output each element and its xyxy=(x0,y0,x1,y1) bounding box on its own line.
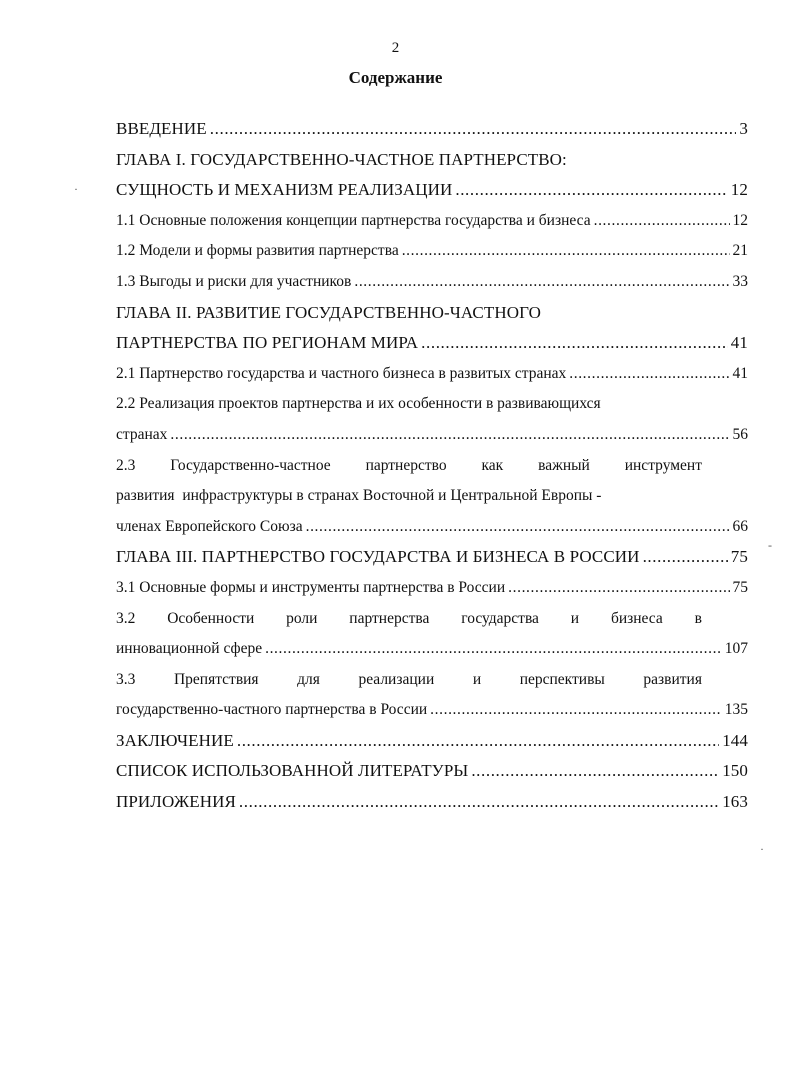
toc-entry-references xyxy=(116,756,748,787)
toc-page-number: 12 xyxy=(732,211,748,229)
dot-leader xyxy=(237,726,719,757)
toc-entry-text: ПРИЛОЖЕНИЯ xyxy=(116,792,236,812)
toc-word: перспективы xyxy=(519,670,605,688)
dot-leader xyxy=(210,114,737,145)
toc-word: и xyxy=(570,609,580,627)
toc-word: 3.2 xyxy=(116,609,136,627)
dot-leader xyxy=(354,267,729,298)
toc-page-number: 56 xyxy=(732,425,748,443)
toc-entry-section-1-3 xyxy=(116,267,748,298)
toc-word: реализации xyxy=(358,670,435,688)
toc-entry-text: 3.1 Основные формы и инструменты партнерства в России xyxy=(116,578,506,596)
toc-entry-text: ЗАКЛЮЧЕНИЕ xyxy=(116,730,234,750)
dot-leader xyxy=(594,206,730,237)
toc-entry-chapter-2-line-1 xyxy=(116,298,748,329)
toc-entry-intro xyxy=(116,114,748,145)
toc-page-number: 75 xyxy=(730,547,748,567)
dot-leader xyxy=(471,756,719,787)
toc-page-number: 33 xyxy=(732,272,748,290)
toc-word: бизнеса xyxy=(610,609,663,627)
toc-entry-section-2-2-line-2 xyxy=(116,420,748,451)
toc-page-number: 163 xyxy=(722,792,748,812)
toc-entry-text: СПИСОК ИСПОЛЬЗОВАННОЙ ЛИТЕРАТУРЫ xyxy=(116,761,469,781)
toc-entry-section-3-1 xyxy=(116,573,748,604)
scan-speck: · xyxy=(760,842,764,856)
toc-entry-text: государственно-частного партнерства в России xyxy=(116,701,428,719)
toc-entry-section-2-3-line-3 xyxy=(116,512,748,543)
toc-word: партнерство xyxy=(365,456,447,474)
toc-entry-text: 1.2 Модели и формы развития партнерства xyxy=(116,242,399,260)
toc-entry-text: членах Европейского Союза xyxy=(116,517,303,535)
toc-entry-chapter-1-line-1 xyxy=(116,145,748,176)
toc-entry-text: странах xyxy=(116,425,168,443)
toc-entry-section-1-2 xyxy=(116,236,748,267)
dot-leader xyxy=(508,573,729,604)
toc-word: партнерства xyxy=(349,609,430,627)
toc-entry-text: ГЛАВА I. ГОСУДАРСТВЕННО-ЧАСТНОЕ ПАРТНЕРСТВО: xyxy=(116,149,567,169)
toc-entry-text: развития инфраструктуры в странах Восточной и Центральной Европы - xyxy=(116,487,602,505)
toc-word: 2.3 xyxy=(116,456,136,474)
toc-word: Препятствия xyxy=(173,670,259,688)
page-number: 2 xyxy=(391,40,400,56)
page-title: Содержание xyxy=(348,68,443,87)
toc-entry-conclusion xyxy=(116,726,748,757)
dot-leader xyxy=(421,328,728,359)
toc-word: роли xyxy=(286,609,318,627)
dot-leader xyxy=(239,787,719,818)
toc-entry-text: 1.3 Выгоды и риски для участников xyxy=(116,272,352,290)
toc-word: для xyxy=(297,670,320,688)
dot-leader xyxy=(569,359,729,390)
toc-entry-text: ГЛАВА II. РАЗВИТИЕ ГОСУДАРСТВЕННО-ЧАСТНОГО xyxy=(116,302,541,322)
toc-entry-section-3-3-line-2 xyxy=(116,695,748,726)
toc-entry-section-1-1 xyxy=(116,206,748,237)
scan-speck: - xyxy=(768,538,772,552)
dot-leader xyxy=(402,236,730,267)
toc-entry-section-3-2-line-1 xyxy=(116,604,702,635)
toc-word: важный xyxy=(538,456,590,474)
toc-entry-text: ГЛАВА III. ПАРТНЕРСТВО ГОСУДАРСТВА И БИЗНЕСА В РОССИИ xyxy=(116,547,640,567)
dot-leader xyxy=(265,634,722,665)
toc-page-number: 41 xyxy=(730,333,748,353)
toc-entry-section-2-3-line-1 xyxy=(116,451,702,482)
dot-leader xyxy=(643,542,728,573)
toc-entry-text: 2.2 Реализация проектов партнерства и их особенности в развивающихся xyxy=(116,395,601,413)
toc-page-number: 21 xyxy=(732,242,748,260)
dot-leader xyxy=(455,175,727,206)
toc-entry-section-2-1 xyxy=(116,359,748,390)
toc-word: в xyxy=(694,609,702,627)
toc-page-number: 3 xyxy=(739,119,748,138)
toc-entry-section-3-2-line-2 xyxy=(116,634,748,665)
toc-entry-section-2-2-line-1 xyxy=(116,389,748,420)
toc-entry-text: инновационной сфере xyxy=(116,640,263,658)
toc-entry-section-2-3-line-2 xyxy=(116,481,748,512)
toc-entry-section-3-3-line-1 xyxy=(116,665,702,696)
toc-entry-chapter-2-line-2 xyxy=(116,328,748,359)
dot-leader xyxy=(430,695,722,726)
toc-word: государства xyxy=(461,609,539,627)
toc-entry-chapter-1-line-2 xyxy=(116,175,748,206)
toc-page-number: 144 xyxy=(722,730,748,750)
toc-page-number: 41 xyxy=(732,364,748,382)
toc-word: 3.3 xyxy=(116,670,136,688)
toc-page-number: 107 xyxy=(724,640,748,658)
toc-word: развития xyxy=(643,670,702,688)
toc-entry-text: ПАРТНЕРСТВА ПО РЕГИОНАМ МИРА xyxy=(116,333,419,353)
scan-speck: · xyxy=(74,182,78,196)
toc-page-number: 75 xyxy=(732,578,748,596)
toc-word: Государственно-частное xyxy=(170,456,331,474)
toc-entry-chapter-3 xyxy=(116,542,748,573)
toc-entry-text: СУЩНОСТЬ И МЕХАНИЗМ РЕАЛИЗАЦИИ xyxy=(116,180,453,200)
toc-word: и xyxy=(472,670,482,688)
toc-word: как xyxy=(481,456,504,474)
toc-entry-appendix xyxy=(116,787,748,818)
toc-word: инструмент xyxy=(624,456,702,474)
dot-leader xyxy=(306,512,730,543)
toc-page-number: 12 xyxy=(730,180,748,200)
toc-entry-text: ВВЕДЕНИЕ xyxy=(116,119,207,138)
toc-page-number: 135 xyxy=(724,701,748,719)
dot-leader xyxy=(170,420,729,451)
toc-page-number: 66 xyxy=(732,517,748,535)
table-of-contents xyxy=(116,114,748,818)
toc-entry-text: 1.1 Основные положения концепции партнерства государства и бизнеса xyxy=(116,211,591,229)
toc-page-number: 150 xyxy=(722,761,748,781)
toc-word: Особенности xyxy=(167,609,255,627)
toc-entry-text: 2.1 Партнерство государства и частного бизнеса в развитых странах xyxy=(116,364,567,382)
